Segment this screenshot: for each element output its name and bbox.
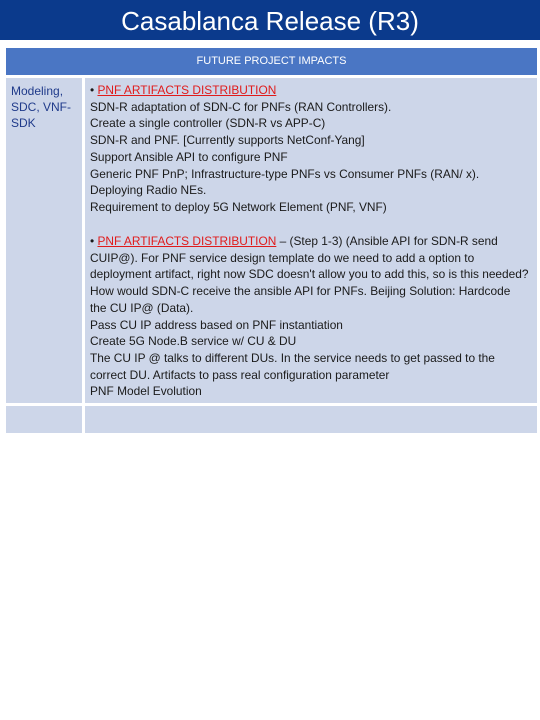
bullet: • [90,234,95,248]
block1-line: SDN-R and PNF. [Currently supports NetConf-Yang] [90,133,365,148]
block2-lead [90,233,530,317]
block2-line: Create 5G Node.B service w/ CU & DU [90,334,297,349]
block2-line: PNF Model Evolution [90,384,202,399]
table-header: FUTURE PROJECT IMPACTS [6,48,537,75]
block2-line: Pass CU IP address based on PNF instantiation [90,317,343,332]
block1-line: Generic PNF PnP; Infrastructure-type PNFs vs Consumer PNFs (RAN/ x). [90,166,480,181]
empty-label-cell [6,406,82,433]
block1-line: Requirement to deploy 5G Network Element (PNF, VNF) [90,199,387,214]
impact-block-2 [90,233,530,400]
row-label-cell [6,78,82,403]
block1-line: Deploying Radio NEs. [90,183,207,198]
block2-lead-text: – (Step 1-3) (Ansible API for SDN-R send CUIP@). For PNF service design template do we need to add a option to deployment artifact, right now SDC doesn't allow you to add this, so is this needed? How would SDN-C receive the ansible API for PNFs. Beijing Solution: Hardcode the CU IP@ (Data). [90,234,529,315]
block1-line: Create a single controller (SDN-R vs APP-C) [90,116,326,131]
slide-title: Casablanca Release (R3) [0,0,540,40]
block1-heading [90,82,530,99]
block2-line: The CU IP @ talks to different DUs. In the service needs to get passed to the correct DU. Artifacts to pass real configuration parameter [90,350,495,382]
empty-content-cell [85,406,537,433]
bullet: • [90,83,95,97]
pnf-artifacts-link-2[interactable]: PNF ARTIFACTS DISTRIBUTION [97,234,277,248]
row-content-cell [85,78,537,403]
block1-line: SDN-R adaptation of SDN-C for PNFs (RAN Controllers). [90,99,392,114]
impact-block-1 [90,82,530,216]
pnf-artifacts-link-1[interactable]: PNF ARTIFACTS DISTRIBUTION [97,83,277,97]
row-label: Modeling, SDC, VNF-SDK [11,84,71,130]
impacts-table [5,47,538,434]
block1-line: Support Ansible API to configure PNF [90,149,288,164]
